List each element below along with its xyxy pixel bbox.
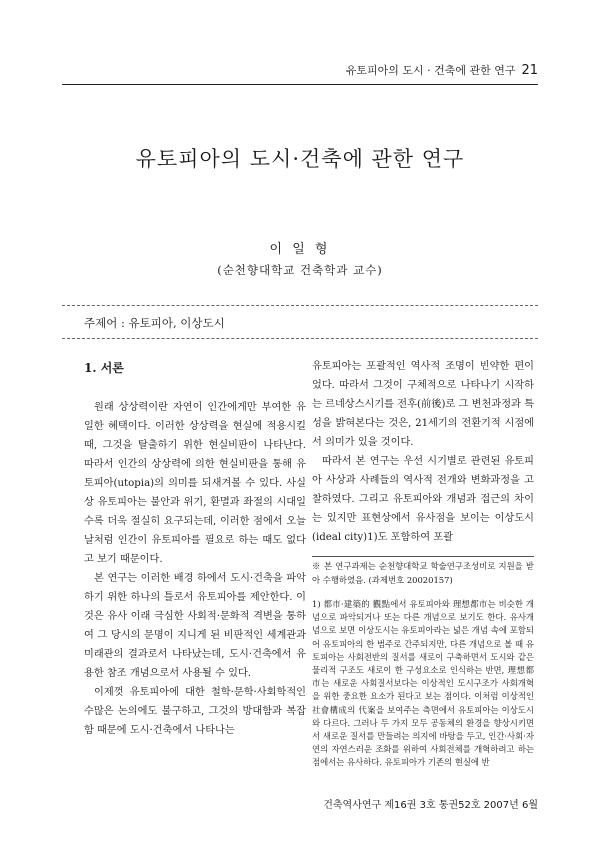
author-name: 이 일 형 [269,242,331,257]
header-rule [62,84,538,85]
right-column [312,357,534,547]
footnote-rule [312,556,534,557]
author-affiliation: (순천향대학교 건축학과 교수) [217,263,383,277]
section-heading: 1. 서론 [84,361,124,375]
funding-note: ※ 본 연구과제는 순천향대학교 학술연구조성비로 지원을 받아 수행하였음. (과제번호 20020157) [312,561,534,585]
page-number: 21 [521,63,538,78]
paper-title: 유토피아의 도시·건축에 관한 연구 [135,147,465,171]
footnote-1: 1) 都市·建築的 觀點에서 유토피아와 理想都市는 비슷한 개념으로 파악되거나 또는 다른 개념으로 보기도 한다. 유사개념으로 보면 이상도시는 유토피아라는 넓은 개념 속에 포함되어 유토피아의 한 범주로 간주되지만, 다른 개념으로 볼 때 유토피아는 사회전반의 질서를 새로이 구축하면서 도시와 같은 물리적 구조도 새로이 한 구성요소로 인식하는 반면, 理想都市는 새로운 사회질서보다는 이상적인 도시구조가 사회개혁을 위한 중요한 요소가 된다고 보는 점이다. 이처럼 이상적인 社會構成의 代案을 보여주는 측면에서 유토피아는 이상도시와 다르다. 그러나 두 가지 모두 공동체의 환경을 향상시키면서 새로운 질서를 만들려는 의지에 바탕을 두고, 인간·사회·자연의 자연스러운 조화를 위하여 사회전체를 개혁하려고 하는 점에서는 유사하다. 유토피아가 기존의 현실에 반 [312,599,534,768]
body-paragraph: 유토피아는 포괄적인 역사적 조명이 빈약한 편이었다. 따라서 그것이 구체적으로 나타나기 시작하는 르네상스시기를 전후(前後)로 그 변천과정과 특성을 밝혀본다는 것은, 21세기의 전환기적 시점에서 의미가 있을 것이다. [312,361,534,448]
keywords-bottom-rule [62,338,538,339]
body-paragraph: 본 연구는 이러한 배경 하에서 도시·건축을 파악하기 위한 하나의 틀로서 유토피아를 제안한다. 이것은 유사 이래 극심한 사회적·문화적 격변을 통하여 그 당시의 문명이 지니게 된 비판적인 세계관과 미래관의 결과로서 나타났는데, 도시·건축에서 유용한 참조 개념으로서 사용될 수 있다. [84,573,306,679]
journal-footer: 건축역사연구 제16권 3호 통권52호 2007년 6월 [323,800,538,811]
left-column [84,357,306,740]
keywords: 주제어 : 유토피아, 이상도시 [84,316,225,330]
body-paragraph: 따라서 본 연구는 우선 시기별로 관련된 유토피아 사상과 사례들의 역사적 전개와 변화과정을 고찰하였다. 그리고 유토피아와 개념과 접근의 차이는 있지만 표현상에서 유사점을 보이는 이상도시(ideal city)1)도 포함하여 포괄 [312,456,534,543]
body-paragraph: 원래 상상력이란 자연이 인간에게만 부여한 유일한 혜택이다. 이러한 상상력을 현실에 적용시킬 때, 그것을 탈출하기 위한 현실비판이 나타난다. 따라서 인간의 상상력에 의한 현실비판을 통해 유토피아(utopia)의 의미를 되새겨볼 수 있다. 사실상 유토피아는 불안과 위기, 환멸과 좌절의 시대일수록 더욱 절실히 요구되는데, 이러한 점에서 오늘날처럼 인간이 유토피아를 필요로 하는 때도 없다고 보기 때문이다. [84,402,306,565]
keywords-top-rule [62,305,538,306]
body-paragraph: 이제껏 유토피아에 대한 철학·문학·사회학적인 수많은 논의에도 불구하고, 그것의 방대함과 복잡함 때문에 도시·건축에서 나타나는 [84,687,306,736]
running-head-title: 유토피아의 도시 · 건축에 관한 연구 [345,64,516,77]
running-head [346,62,538,78]
